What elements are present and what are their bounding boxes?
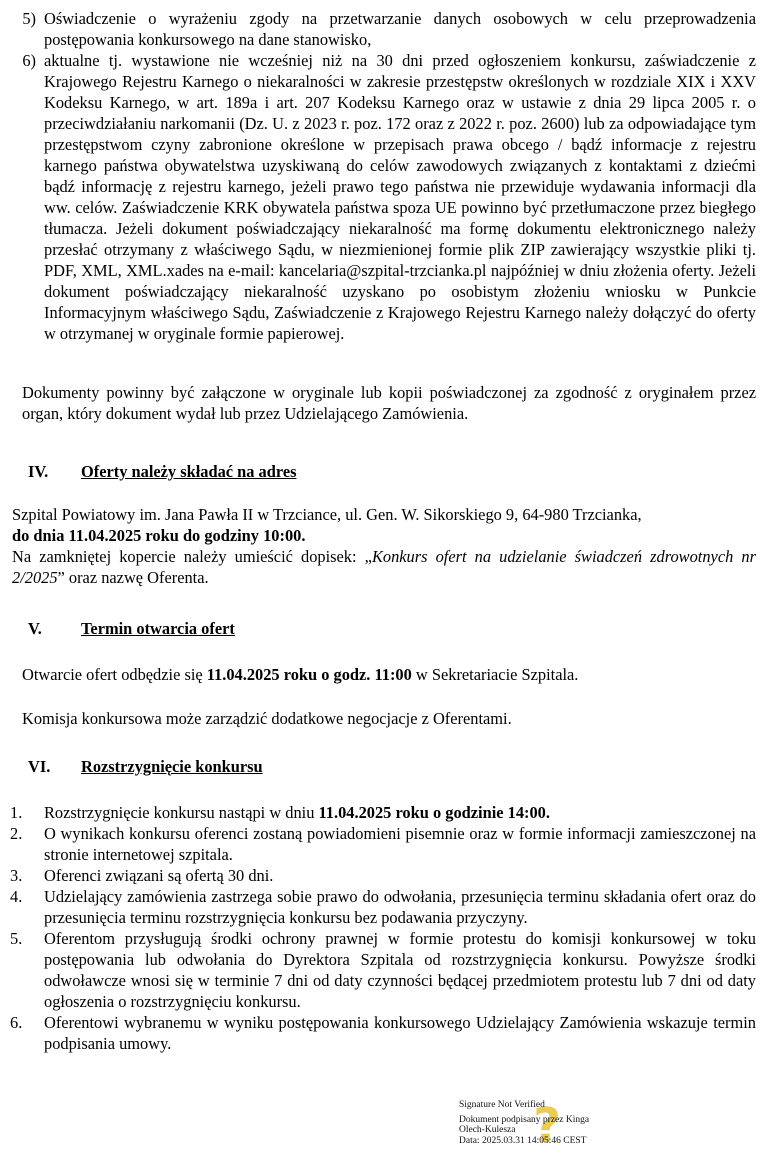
section-v-heading [28,618,235,639]
section-iv-heading [28,461,297,482]
digital-signature-block [459,1100,629,1146]
opening-info [22,664,756,685]
signature-signer-line: Dokument podpisany przez Kinga [459,1114,590,1125]
list-item-text: Oświadczenie o wyrażeniu zgody na przetwarzanie danych osobowych w celu przeprowadzenia postępowania konkursowego na dane stanowisko, [44,9,756,49]
list-item-text: Udzielający zamówienia zastrzega sobie prawo do odwołania, przesunięcia terminu składania ofert oraz do przesunięcia terminu rozstrzygnięcia konkursu bez podawania przyczyny. [44,887,756,927]
list-item [12,8,756,50]
section-number: VI. [28,757,51,776]
list-item-number: 3. [10,866,23,885]
resolution-datetime: 11.04.2025 roku o godzinie 14:00. [318,803,550,822]
list-item [10,865,756,886]
signature-signer-name: Olech-Kulesza [459,1125,516,1135]
offer-deadline: do dnia 11.04.2025 roku do godziny 10:00. [12,526,306,545]
offer-address-block [12,504,756,588]
opening-prefix: Otwarcie ofert odbędzie się [22,665,207,684]
list-item [12,50,756,344]
list-item [10,823,756,865]
section-number: V. [28,619,42,638]
resolution-list [10,802,756,1054]
section-title: Rozstrzygnięcie konkursu [81,757,263,776]
section-title: Oferty należy składać na adres [81,462,297,481]
envelope-note [12,546,756,588]
negotiations-note: Komisja konkursowa może zarządzić dodatkowe negocjacje z Oferentami. [22,709,512,728]
list-item [10,1012,756,1054]
envelope-note-suffix: ” oraz nazwę Oferenta. [57,568,209,587]
list-item-text: Oferentom przysługują środki ochrony prawnej w formie protestu do komisji konkursowej w toku postępowania lub odwołania do Dyrektora Szpitala od rozstrzygnięcia konkursu. Powyższe środki odwoławcze wnosi się w terminie 7 dni od daty czynności będącej przedmiotem protestu lub 7 dni od daty ogłoszenia o rozstrzygnięciu konkursu. [44,929,756,1011]
offer-address: Szpital Powiatowy im. Jana Pawła II w Trzciance, ul. Gen. W. Sikorskiego 9, 64-980 Trzcianka, [12,505,642,524]
opening-suffix: w Sekretariacie Szpitala. [411,665,579,684]
list-item-number: 5. [10,929,23,948]
section-vi-heading [28,756,263,777]
svg-text:?: ? [533,1098,561,1150]
list-item-number: 5) [22,9,36,28]
list-item-text: Oferenci związani są ofertą 30 dni. [44,866,274,885]
list-item-text: Rozstrzygnięcie konkursu nastąpi w dniu [44,803,319,822]
section-title: Termin otwarcia ofert [81,619,235,638]
list-item-text: O wynikach konkursu oferenci zostaną powiadomieni pisemnie oraz w formie informacji zamieszczonej na stronie internetowej szpitala. [44,824,756,864]
list-item-number: 6. [10,1013,23,1032]
envelope-note-title: Konkurs ofert na udzielanie świadczeń zdrowotnych nr 2/2025 [12,547,756,587]
signature-date: Data: 2025.03.31 14:05:46 CEST [459,1135,587,1146]
list-item [10,928,756,1012]
list-item [10,886,756,928]
requirements-list [12,8,756,344]
list-item-text: Oferentowi wybranemu w wyniku postępowania konkursowego Udzielający Zamówienia wskazuje termin podpisania umowy. [44,1013,756,1053]
list-item-number: 6) [22,51,36,70]
opening-datetime: 11.04.2025 roku o godz. 11:00 [206,665,412,684]
signature-status: Signature Not Verified [459,1100,545,1110]
envelope-note-prefix: Na zamkniętej kopercie należy umieścić dopisek: „ [12,547,372,566]
list-item-number: 2. [10,824,23,843]
documents-note: Dokumenty powinny być załączone w oryginale lub kopii poświadczonej za zgodność z oryginałem przez organ, który dokument wydał lub przez Udzielającego Zamówienia. [22,383,756,423]
list-item-text: aktualne tj. wystawione nie wcześniej niż na 30 dni przed ogłoszeniem konkursu, zaświadczenie z Krajowego Rejestru Karnego o niekaralności w zakresie przestępstw określonych w rozdziale XIX i XXV Kodeksu Karnego, w art. 189a i art. 207 Kodeksu Karnego oraz w ustawie z dnia 29 lipca 2005 r. o przeciwdziałaniu narkomanii (Dz. U. z 2023 r. poz. 172 oraz z 2022 r. poz. 2600) lub za odpowiadające tym przestępstwom czyny zabronione określone w przepisach prawa obcego / bądź informacje z rejestru karnego państwa obywatelstwa uzyskiwaną do celów zawodowych związanych z kontaktami z dziećmi bądź informację z rejestru karnego, jeżeli prawo tego państwa nie przewiduje wydawania informacji dla ww. celów. Zaświadczenie KRK obywatela państwa spoza UE powinno być przetłumaczone przez biegłego tłumacza. Jeżeli dokument poświadczający niekaralność ma formę dokumentu elektronicznego należy przesłać otrzymany z właściwego Sądu, w niezmienionej formie plik ZIP zawierający wszystkie pliki tj. PDF, XML, XML.xades na e-mail: kancelaria@szpital-trzcianka.pl najpóźniej w dniu złożenia oferty. Jeżeli dokument poświadczający niekaralność uzyskano po osobistym złożeniu wniosku w Punkcie Informacyjnym właściwego Sądu, Zaświadczenie z Krajowego Rejestru Karnego należy dołączyć do oferty w otrzymanej w oryginale formie papierowej. [44,51,756,343]
list-item [10,802,756,823]
section-number: IV. [28,462,49,481]
list-item-number: 1. [10,803,23,822]
list-item-number: 4. [10,887,23,906]
